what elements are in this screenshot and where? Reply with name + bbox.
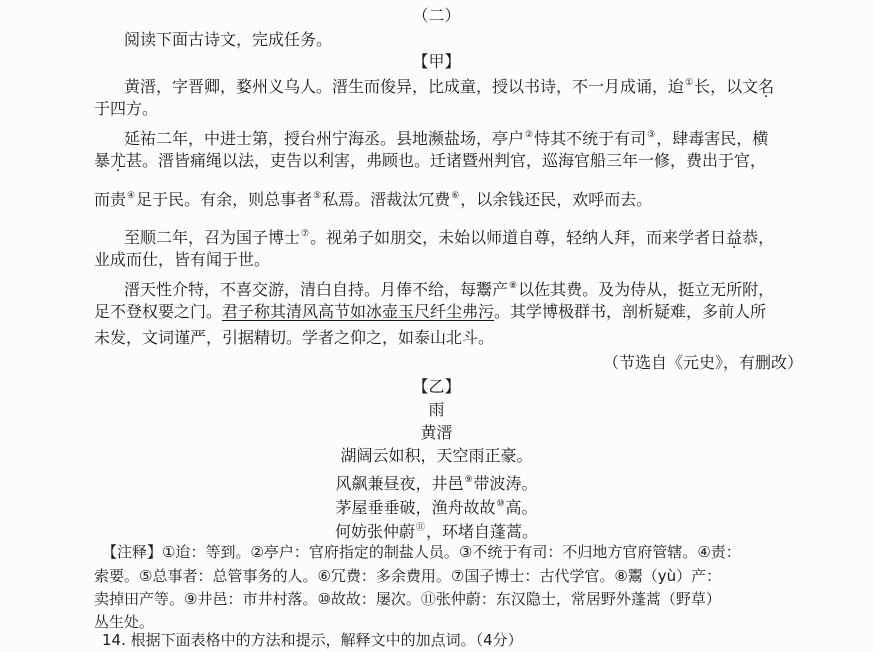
text-run: 。其学博极群书，剖析疑难，多前人所 (494, 302, 767, 321)
dotted-word: 益 (726, 228, 743, 247)
dotted-word: 尤 (110, 151, 127, 170)
footnote-marker: ④ (127, 191, 136, 201)
text-run: 而责 (94, 190, 127, 209)
part-a-heading: 【甲】 (412, 52, 461, 71)
passage-line (94, 328, 494, 348)
footnote-marker: ⑪ (415, 523, 425, 533)
passage-line (124, 276, 774, 300)
footnote-marker: ⑧ (509, 281, 518, 291)
text-run: ，肆毒害民，横 (656, 129, 769, 148)
passage-line (94, 99, 158, 119)
poem-line (0, 470, 873, 494)
text-run: 暴 (94, 151, 111, 170)
text-run: 足于民。有余，则总事者 (136, 190, 313, 209)
text-run: 黄溍，字晋卿，婺州义乌人。溍生而俊异，比成童，授以书诗，不一月成诵，迨 (124, 77, 685, 96)
text-run: 至顺二年，召为国子博士 (124, 228, 301, 247)
footnote-marker: ⑦ (301, 229, 310, 239)
poem-line (0, 446, 873, 466)
text-run: ，以余钱还民，欢呼而去。 (460, 190, 653, 209)
section-title: （二） (412, 6, 461, 25)
text-run: 于四方。 (94, 99, 159, 118)
text-run: ，环堵自蓬蒿。 (426, 522, 539, 541)
passage-line (124, 224, 774, 248)
annotation-line: 【注释】①迨：等到。②亭户：官府指定的制盐人员。③不统于有司：不归地方官府管辖。④责： (102, 543, 741, 561)
footnote-marker: ⑩ (496, 499, 505, 509)
passage-line (124, 125, 768, 149)
annotation-line: 卖掉田产等。⑨井邑：市井村落。⑩故故：屡次。⑪张仲蔚：东汉隐士，常居野外蓬蒿（野草） (94, 590, 721, 608)
poem-title: 雨 (428, 400, 445, 419)
question-14: 14. 根据下面表格中的方法和提示，解释文中的加点词。（4分） (102, 631, 523, 649)
footnote-marker: ② (525, 130, 534, 140)
text-run: 。视弟子如朋交，未始以师道自尊，轻纳人拜，而来学者日 (310, 228, 727, 247)
dotted-word: 名 (758, 77, 775, 96)
annotation-line: 丛生处。 (94, 613, 155, 631)
footnote-marker: ⑤ (313, 191, 322, 201)
passage-line (124, 73, 774, 97)
underlined-sentence: 君子称其清风高节如冰壶玉尺纤尘弗污 (222, 302, 495, 321)
text-run: 高。 (505, 498, 538, 517)
footnote-marker: ⑨ (464, 475, 473, 485)
passage-line (94, 250, 270, 270)
passage-line (94, 186, 652, 210)
poem-line (0, 518, 873, 542)
text-run: 何妨张仲蔚 (334, 522, 415, 541)
text-run: 未发，文词谨严，引据精切。学者之仰之，如泰山北斗。 (94, 328, 495, 347)
footnote-marker: ③ (647, 130, 656, 140)
text-run: 长，以文 (694, 77, 759, 96)
text-run: 甚。溍皆痛绳以法，吏告以利害，弗顾也。迁诸暨州判官，巡海官船三年一修，费出于官， (126, 151, 767, 170)
passage-line (94, 302, 766, 322)
text-run: 足不登权要之门。 (94, 302, 223, 321)
text-run: 业成而仕，皆有闻于世。 (94, 250, 271, 269)
text-run: 风飙兼昼夜，井邑 (335, 474, 464, 493)
text-run: 恃其不统于有司 (534, 129, 647, 148)
footnote-marker: ⑥ (451, 191, 460, 201)
poem-line (0, 494, 873, 518)
text-run: 带波涛。 (473, 474, 538, 493)
poem-author: 黄溍 (420, 423, 453, 442)
text-run: 延祐二年，中进士第，授台州宁海丞。县地濒盐场，亭户 (124, 129, 525, 148)
part-b-heading: 【乙】 (412, 377, 461, 396)
passage-line (94, 151, 766, 171)
annotation-line: 索要。⑤总事者：总管事务的人。⑥冗费：多余费用。⑦国子博士：古代学官。⑧鬻（yù）产： (94, 567, 722, 585)
source-note: （节选自《元史》，有删改） (602, 353, 803, 372)
text-run: 私焉。溍裁汰冗费 (322, 190, 451, 209)
text-run: 以佐其费。及为侍从，挺立无所附， (518, 280, 775, 299)
text-run: 茅屋垂垂破，渔舟故故 (335, 498, 496, 517)
text-run: 恭， (742, 228, 775, 247)
instruction-text: 阅读下面古诗文，完成任务。 (124, 30, 333, 49)
footnote-marker: ① (685, 78, 694, 88)
text-run: 溍天性介特，不喜交游，清白自持。月俸不给，每鬻产 (124, 280, 509, 299)
text-run: 湖阔云如积，天空雨正豪。 (340, 446, 533, 465)
